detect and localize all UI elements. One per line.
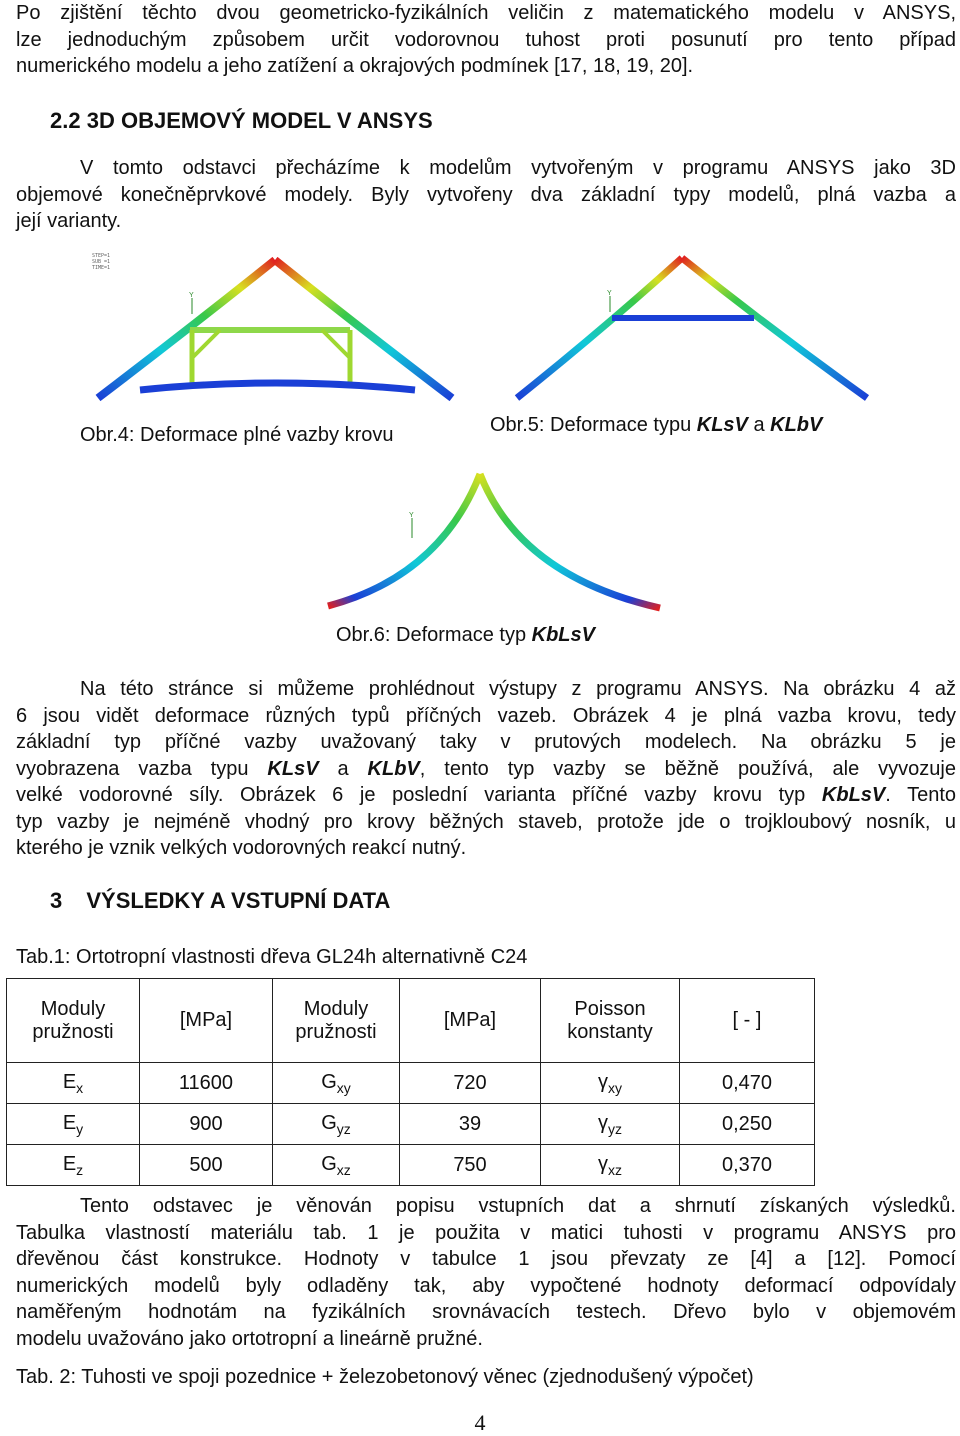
text-line: dřevěnou část konstrukce. Hodnoty v tabulce 1 jsou převzaty ze [4] a [12]. Pomocí: [16, 1248, 956, 1270]
figure-5-caption: [490, 414, 822, 437]
right-rafter: [480, 474, 660, 608]
symbol: γ: [598, 1070, 608, 1093]
symbol-subscript: z: [76, 1161, 84, 1178]
header-cell: Moduly pružnosti: [273, 979, 400, 1063]
table-2-caption: Tab. 2: Tuhosti ve spoji pozednice + železobetonový věnec (zjednodušený výpočet): [16, 1366, 754, 1388]
section-number: 3: [50, 888, 63, 913]
text-line: [16, 835, 956, 862]
table-row: [7, 1104, 815, 1145]
text-line: [16, 1193, 956, 1220]
intro-paragraph: [16, 0, 956, 80]
legend-line: STEP=1: [92, 253, 111, 259]
header-cell: [MPa]: [140, 979, 273, 1063]
text-line: Tabulka vlastností materiálu tab. 1 je použita v matici tuhosti v programu ANSYS pro: [16, 1221, 956, 1244]
text-line-content: základní typ příčné vazby uvažovaný taky v prutových modelech. Na obrázku 5 je: [16, 731, 956, 753]
brace: [192, 330, 220, 358]
text-line: její varianty.: [16, 210, 122, 232]
value-cell: 0,370: [680, 1145, 815, 1186]
symbol-cell: [7, 1063, 140, 1104]
text-line: [16, 756, 956, 783]
value-cell: 0,470: [680, 1063, 815, 1104]
text-line-content: Tento odstavec je věnován popisu vstupních dat a shrnutí získaných výsledků.: [80, 1195, 956, 1217]
symbol-subscript: xz: [608, 1161, 622, 1178]
table-header-row: [7, 979, 815, 1063]
axis-label: Y: [189, 292, 194, 299]
text-line-content: kterého je vznik velkých vodorovných reakcí nutný.: [16, 837, 467, 859]
symbol-cell: [541, 1145, 680, 1186]
legend-line: TIME=1: [92, 265, 111, 271]
symbol-cell: [541, 1104, 680, 1145]
table-1-caption: Tab.1: Ortotropní vlastnosti dřeva GL24h alternativně C24: [16, 946, 528, 968]
header-cell: [MPa]: [400, 979, 541, 1063]
table-1: [6, 978, 815, 1186]
section-number: 2.2: [50, 108, 81, 133]
legend-block: [92, 253, 110, 271]
legend-line: SUB =1: [92, 259, 111, 265]
left-rafter: [328, 474, 480, 606]
symbol-subscript: xz: [336, 1161, 351, 1178]
table-row: [7, 1145, 815, 1186]
figure-6-caption: [336, 624, 595, 647]
text-line: objemové konečněprvkové modely. Byly vytvořeny dva základní typy modelů, plná vazba a: [16, 183, 956, 206]
section-title: 3D OBJEMOVÝ MODEL V ANSYS: [86, 108, 433, 133]
section-2-2-paragraph: [16, 155, 956, 235]
symbol: γ: [598, 1152, 608, 1175]
symbol: G: [321, 1111, 337, 1134]
axis-label: Y: [607, 290, 612, 297]
type-label: KLsV: [267, 757, 319, 780]
header-cell: [ - ]: [680, 979, 815, 1063]
text-line: [16, 703, 956, 730]
type-label: KLbV: [367, 757, 420, 780]
value-cell: 720: [400, 1063, 541, 1104]
type-label: KLbV: [770, 414, 823, 436]
section-title: VÝSLEDKY A VSTUPNÍ DATA: [86, 888, 391, 913]
symbol-subscript: xy: [608, 1079, 622, 1096]
value-cell: 500: [140, 1145, 273, 1186]
symbol-subscript: x: [76, 1079, 84, 1096]
figure-5-truss: [492, 250, 882, 410]
symbol-cell: [541, 1063, 680, 1104]
symbol: E: [62, 1111, 77, 1134]
header-cell: Moduly pružnosti: [7, 979, 140, 1063]
text-line-content: a: [318, 757, 368, 780]
text-line-content: vyobrazena vazba typu: [16, 757, 268, 780]
symbol-subscript: xy: [336, 1079, 351, 1096]
symbol-cell: [7, 1104, 140, 1145]
brace: [322, 330, 350, 358]
text-line: [16, 155, 956, 182]
symbol-cell: [273, 1104, 400, 1145]
page-number: 4: [474, 1410, 486, 1435]
caption-text: Obr.5: Deformace typu: [490, 414, 697, 436]
value-cell: 0,250: [680, 1104, 815, 1145]
text-line: modelu uvažováno jako ortotropní a lineárně pružné.: [16, 1327, 483, 1350]
text-line-content: velké vodorovné síly. Obrázek 6 je poslední varianta příčné vazby krovu typ: [16, 784, 822, 806]
text-line: numerických modelů byly odladěny tak, aby vypočtené hodnoty deformací odpovídaly: [16, 1274, 956, 1297]
text-line: lze jednoduchým způsobem určit vodorovnou tuhost proti posunutí pro tento případ: [16, 28, 956, 51]
symbol: E: [62, 1152, 77, 1175]
section-heading-2-2: [50, 108, 433, 134]
tie-beam: [140, 383, 415, 390]
figure-4-caption: Obr.4: Deformace plné vazby krovu: [80, 424, 394, 446]
value-cell: 900: [140, 1104, 273, 1145]
axis-label: Y: [409, 512, 414, 519]
symbol-subscript: yz: [608, 1120, 622, 1137]
type-label: KbLsV: [821, 784, 886, 806]
symbol-cell: [273, 1145, 400, 1186]
value-cell: 11600: [140, 1063, 273, 1104]
symbol-cell: [7, 1145, 140, 1186]
symbol: E: [62, 1070, 77, 1093]
figure-4-full-truss: [80, 248, 460, 413]
text-line: Po zjištění těchto dvou geometricko-fyzikálních veličin z matematického modelu v ANSYS,: [16, 2, 956, 24]
section-heading-3: [50, 888, 390, 914]
type-label: KbLsV: [531, 624, 595, 646]
section-3-paragraph: [16, 1193, 956, 1352]
figures-paragraph: [16, 676, 956, 862]
symbol-cell: [273, 1063, 400, 1104]
text-line: naměřeným hodnotám na fyzikálních srovnávacích testech. Dřevo bylo v objemovém: [16, 1301, 956, 1323]
table-row: [7, 1063, 815, 1104]
left-rafter: [517, 258, 682, 398]
right-rafter: [682, 258, 867, 398]
text-line-content: 6 jsou vidět deformace různých typů příčných vazeb. Obrázek 4 je plná vazba krovu, tedy: [16, 704, 956, 727]
type-label: KLsV: [696, 414, 748, 436]
text-line: numerického modelu a jeho zatížení a okrajových podmínek [17, 18, 19, 20].: [16, 55, 694, 77]
symbol: G: [321, 1152, 337, 1175]
text-line-content: , tento typ vazby se běžně používá, ale vyvozuje: [419, 757, 956, 780]
value-cell: 39: [400, 1104, 541, 1145]
header-cell: Poisson konstanty: [541, 979, 680, 1063]
text-line-content: V tomto odstavci přecházíme k modelům vytvořeným v programu ANSYS jako 3D: [80, 157, 956, 179]
text-line-content: typ vazby je nejméně vhodný pro krovy běžných staveb, protože jde o trojkloubový nosník, u: [16, 810, 956, 833]
symbol-subscript: yz: [336, 1120, 351, 1137]
text-line: [16, 676, 956, 703]
text-line-content: . Tento: [885, 784, 956, 806]
symbol-subscript: y: [76, 1120, 84, 1137]
caption-text: a: [747, 414, 771, 436]
value-cell: 750: [400, 1145, 541, 1186]
caption-text: Obr.6: Deformace typ: [336, 624, 532, 646]
text-line: [16, 729, 956, 756]
symbol: G: [321, 1070, 337, 1093]
figure-6-truss: [320, 466, 670, 616]
text-line: [16, 782, 956, 809]
text-line: [16, 809, 956, 836]
symbol: γ: [598, 1111, 608, 1134]
text-line-content: Na této stránce si můžeme prohlédnout výstupy z programu ANSYS. Na obrázku 4 až: [80, 678, 956, 700]
